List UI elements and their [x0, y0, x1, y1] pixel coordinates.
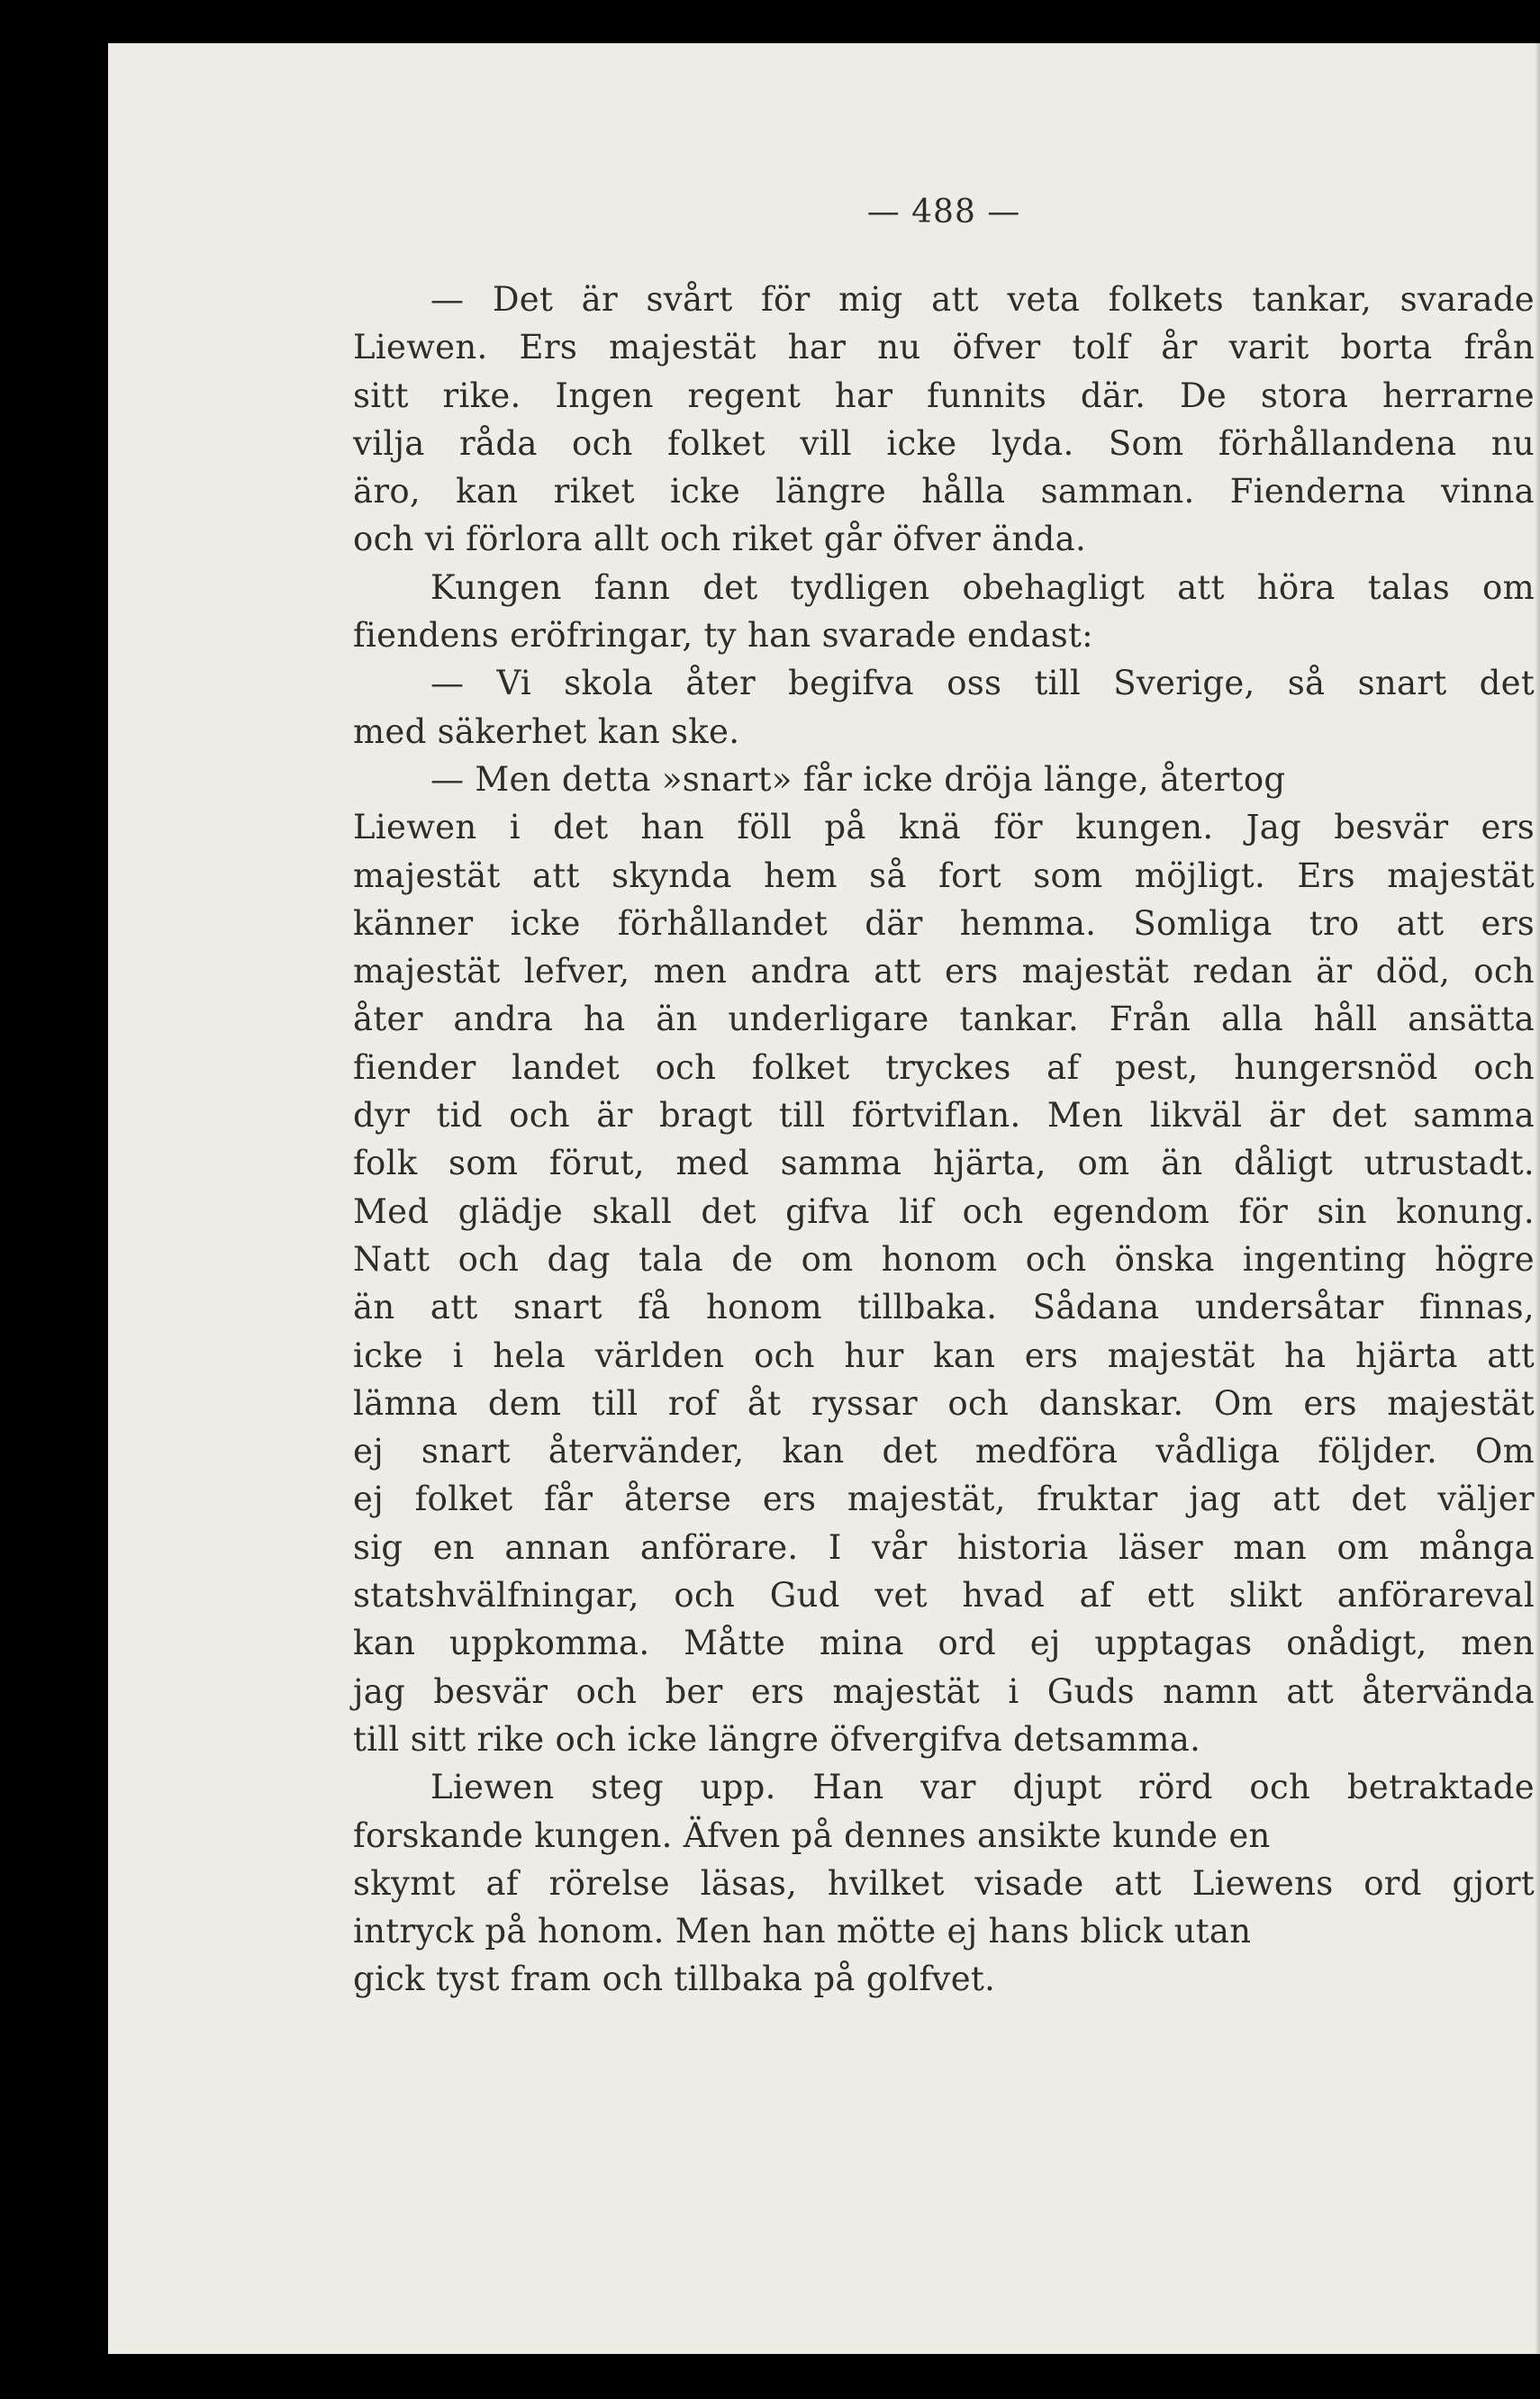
- text-line: sig en annan anförare. I vår historia läser man om många: [353, 1527, 1535, 1567]
- text-line: åter andra ha än underligare tankar. Från alla håll ansätta: [353, 1000, 1535, 1039]
- book-page: [108, 43, 1540, 2354]
- text-lines: [353, 276, 1535, 2004]
- text-line: fiendens eröfringar, ty han svarade endast:: [353, 616, 1093, 656]
- text-line: majestät lefver, men andra att ers majestät redan är död, och: [353, 952, 1535, 991]
- text-line: Med glädje skall det gifva lif och egendom för sin konung.: [353, 1191, 1535, 1231]
- page-text: [353, 193, 1535, 2004]
- text-line: gick tyst fram och tillbaka på golfvet.: [353, 1960, 996, 1999]
- text-line: Kungen fann det tydligen obehagligt att höra talas om: [430, 567, 1535, 607]
- text-line: skymt af rörelse läsas, hvilket visade att Liewens ord gjort: [353, 1863, 1535, 1903]
- text-line: ej folket får återse ers majestät, fruktar jag att det väljer: [353, 1480, 1535, 1519]
- text-line: Liewen. Ers majestät har nu öfver tolf år varit borta från: [353, 328, 1535, 367]
- text-line: Liewen steg upp. Han var djupt rörd och betraktade: [430, 1768, 1535, 1807]
- text-line: forskande kungen. Äfven på dennes ansikte kunde en: [353, 1815, 1271, 1855]
- text-line: — Det är svårt för mig att veta folkets tankar, svarade: [430, 280, 1535, 319]
- text-line: — Vi skola åter begifva oss till Sverige, så snart det: [430, 664, 1535, 703]
- page-number: — 488 —: [866, 194, 1021, 231]
- text-line: med säkerhet kan ske.: [353, 711, 740, 751]
- text-line: äro, kan riket icke längre hålla samman. Fienderna vinna: [353, 472, 1535, 511]
- text-line: till sitt rike och icke längre öfvergifva detsamma.: [353, 1719, 1201, 1759]
- text-line: intryck på honom. Men han mötte ej hans blick utan: [353, 1912, 1252, 1951]
- text-line: ej snart återvänder, kan det medföra vådliga följder. Om: [353, 1432, 1535, 1471]
- text-line: vilja råda och folket vill icke lyda. Som förhållandena nu: [353, 423, 1535, 463]
- text-line: Liewen i det han föll på knä för kungen. Jag besvär ers: [353, 808, 1535, 847]
- text-line: kan uppkomma. Måtte mina ord ej upptagas onådigt, men: [353, 1624, 1535, 1663]
- text-line: majestät att skynda hem så fort som möjligt. Ers majestät: [353, 855, 1535, 895]
- text-line: än att snart få honom tillbaka. Sådana undersåtar finnas,: [353, 1288, 1535, 1327]
- text-line: Natt och dag tala de om honom och önska ingenting högre: [353, 1239, 1535, 1279]
- text-line: dyr tid och är bragt till förtviflan. Men likväl är det samma: [353, 1096, 1535, 1136]
- text-line: lämna dem till rof åt ryssar och danskar. Om ers majestät: [353, 1383, 1535, 1423]
- text-line: statshvälfningar, och Gud vet hvad af ett slikt anförareval: [353, 1576, 1535, 1616]
- text-line: sitt rike. Ingen regent har funnits där. De stora herrarne: [353, 376, 1535, 415]
- text-line: jag besvär och ber ers majestät i Guds namn att återvända: [353, 1671, 1535, 1711]
- text-line: folk som förut, med samma hjärta, om än dåligt utrustadt.: [353, 1144, 1535, 1183]
- text-line: — Men detta »snart» får icke dröja länge, återtog: [430, 759, 1286, 799]
- text-line: fiender landet och folket tryckes af pest, hungersnöd och: [353, 1047, 1535, 1087]
- text-line: känner icke förhållandet där hemma. Somliga tro att ers: [353, 903, 1535, 943]
- text-line: icke i hela världen och hur kan ers majestät ha hjärta att: [353, 1335, 1535, 1375]
- text-line: och vi förlora allt och riket går öfver ända.: [353, 520, 1087, 559]
